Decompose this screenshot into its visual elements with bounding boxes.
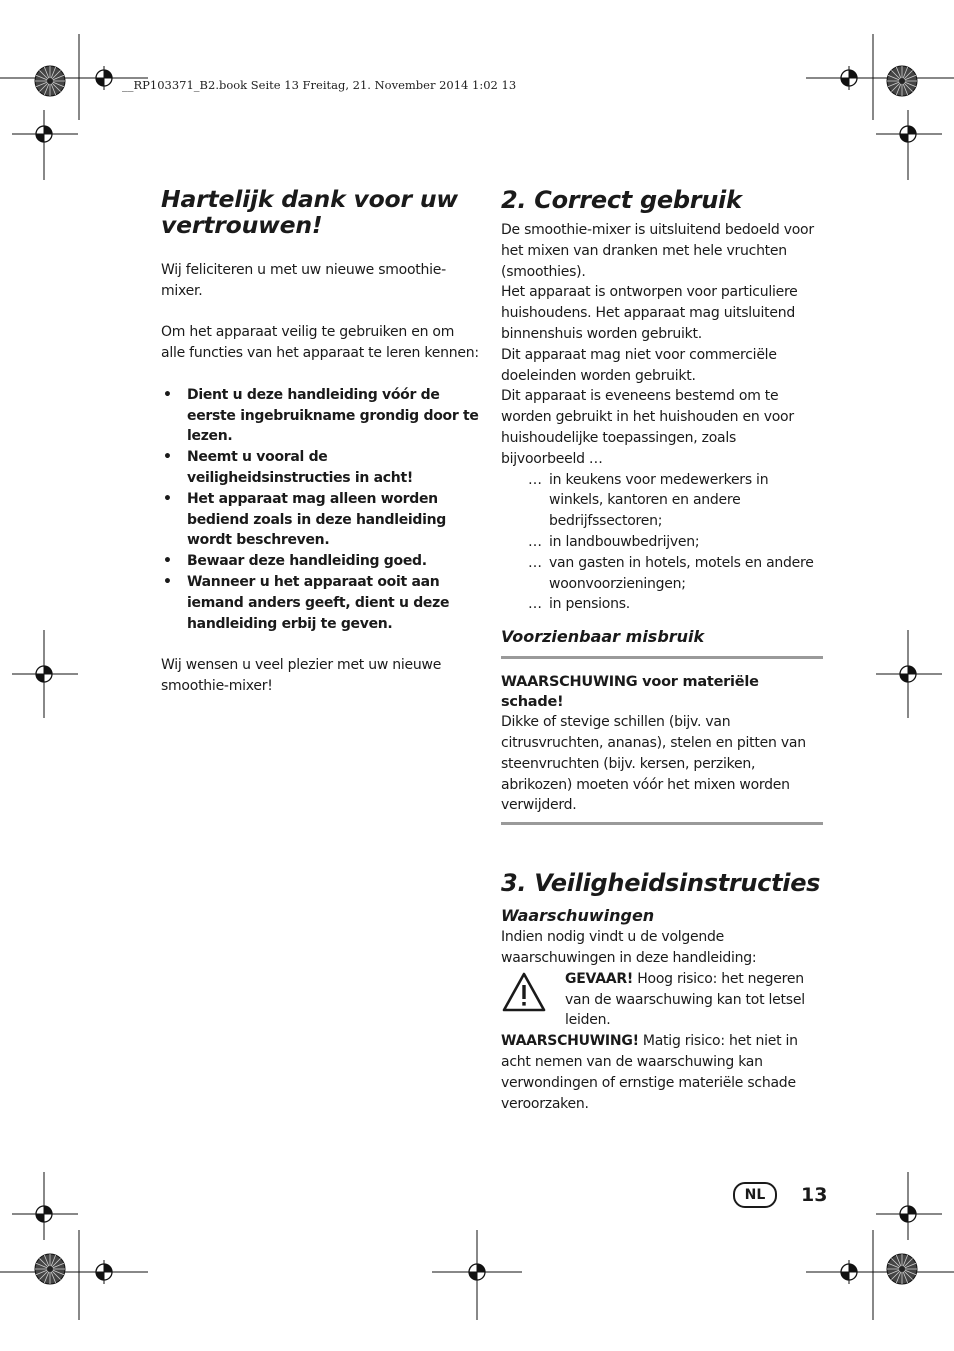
list-item: • Bewaar deze handleiding goed. [161,551,481,572]
left-column [161,186,481,697]
list-item: … in landbouwbedrijven; [528,533,700,550]
warning-title: WAARSCHUWING voor materiële schade! [501,674,759,711]
household-paragraph: Het apparaat is ontworpen voor particuliere huishoudens. Het apparaat mag uitsluitend binnenshuis worden gebruikt. [501,284,798,342]
commercial-paragraph: Dit apparaat mag niet voor commerciële doeleinden worden gebruikt. [501,346,777,384]
warning-description: WAARSCHUWING! Matig risico: het niet in acht nemen van de waarschuwing kan verwondingen of ernstige materiële schade veroorzaken. [501,1033,798,1112]
misuse-heading: Voorzienbaar misbruik [501,627,705,647]
warning-label: WAARSCHUWING! [501,1033,639,1050]
section-2-heading: 2. Correct gebruik [501,186,742,214]
warnings-intro: Indien nodig vindt u de volgende waarschuwingen in deze handleiding: [501,929,757,966]
list-item: … in pensions. [528,596,630,613]
language-badge: NL [733,1182,777,1208]
bullet-icon: • [163,490,172,507]
page-footer [733,1182,827,1208]
list-item: • Het apparaat mag alleen worden bediend zoals in deze handleiding wordt beschreven. [163,490,446,549]
intended-use-paragraph: De smoothie-mixer is uitsluitend bedoeld voor het mixen van dranken met hele vruchten (smoothies). [501,222,814,280]
danger-description: GEVAAR! Hoog risico: het negeren van de waarschuwing kan tot letsel leiden. [565,970,805,1029]
warning-text: Dikke of stevige schillen (bijv. van citrusvruchten, ananas), stelen en pitten van steenvruchten (bijv. kersen, perziken, abrikozen) moeten vóór het mixen worden verwijderd. [501,714,806,814]
use-locations-list [501,470,823,616]
usage-intro-paragraph: Om het apparaat veilig te gebruiken en om alle functies van het apparaat te leren kennen: [161,324,479,362]
bullet-icon: • [163,553,172,570]
bullet-icon: • [163,449,172,466]
material-damage-warning [501,672,823,816]
warnings-subheading: Waarschuwingen [501,906,655,926]
danger-row [501,969,823,1031]
list-item: … in keukens voor medewerkers in winkels, kantoren en andere bedrijfssectoren; [528,471,769,530]
instruction-list [161,385,481,635]
list-item: … van gasten in hotels, motels en andere woonvoorzieningen; [528,554,814,592]
right-column [501,186,823,1114]
list-item: • Dient u deze handleiding vóór de eerste ingebruikname grondig door te lezen. [163,386,479,445]
also-intended-paragraph: Dit apparaat is eveneens bestemd om te worden gebruikt in het huishouden en voor huishoudelijke toepassingen, zoals bijvoorbeeld … [501,388,794,467]
list-item: • Neemt u vooral de veiligheidsinstructies in acht! [163,449,413,486]
print-info-header: __RP103371_B2.book Seite 13 Freitag, 21. November 2014 1:02 13 [122,78,517,92]
bullet-icon: • [163,573,172,590]
section-3-heading: 3. Veiligheidsinstructies [501,869,821,898]
page-title: Hartelijk dank voor uw vertrouwen! [161,185,458,239]
danger-label: GEVAAR! [565,970,634,987]
intro-paragraph: Wij feliciteren u met uw nieuwe smoothie-mixer. [161,262,446,299]
warning-triangle-icon [501,969,549,1031]
closing-paragraph: Wij wensen u veel plezier met uw nieuwe smoothie-mixer! [161,657,442,694]
list-item: • Wanneer u het apparaat ooit aan iemand anders geeft, dient u deze handleiding erbij te geven. [163,573,450,632]
bullet-icon: • [163,386,172,403]
page-number: 13 [801,1184,828,1206]
